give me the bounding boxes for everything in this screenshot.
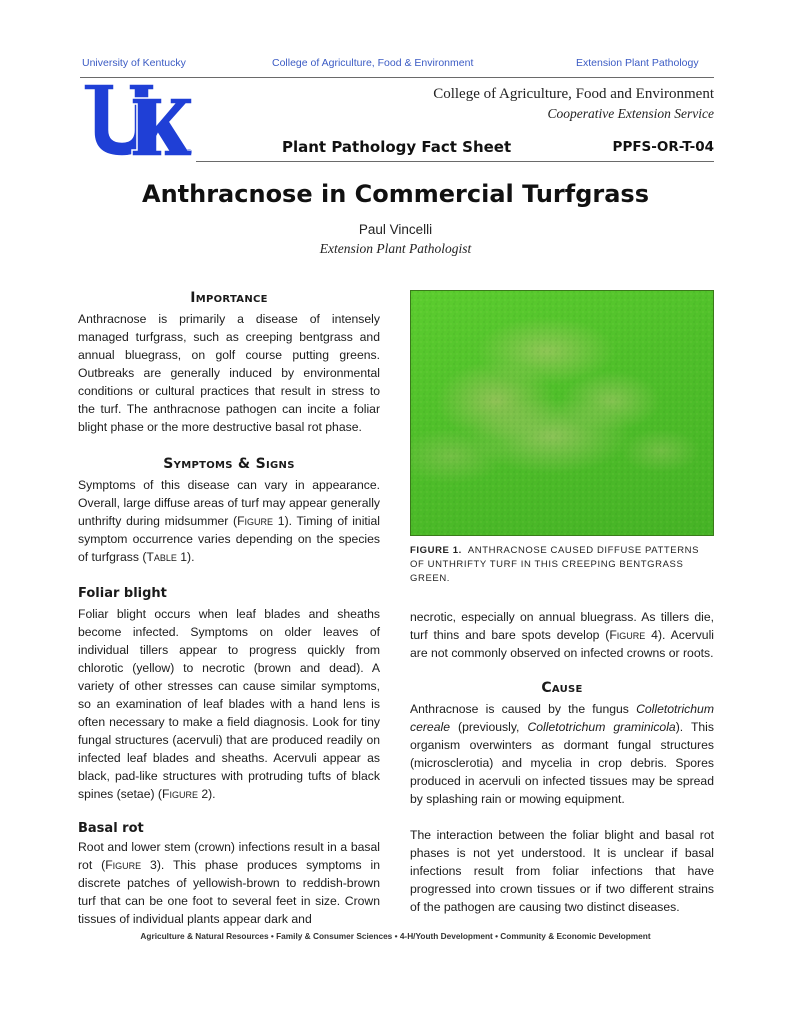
extension-service: Cooperative Extension Service xyxy=(547,106,714,121)
header-rule-top xyxy=(80,77,714,78)
left-column xyxy=(78,290,380,928)
importance-heading: Importance xyxy=(190,290,268,306)
figure1-ref: Figure 1 xyxy=(237,514,285,528)
top-link-extension[interactable]: Extension Plant Pathology xyxy=(576,57,699,69)
top-link-college[interactable]: College of Agriculture, Food & Environment xyxy=(272,57,474,69)
fact-sheet-code: PPFS-OR-T-04 xyxy=(612,139,714,155)
fact-sheet-label: Plant Pathology Fact Sheet xyxy=(282,138,512,156)
basal-rot-heading: Basal rot xyxy=(78,821,144,836)
cause-text-2: The interaction between the foliar blight and basal rot phases is not yet understood. It is unclear if basal infections result from foliar infections that have progressed into crown tissues or if two different strains of the pathogen are causing two distinct diseases. xyxy=(410,828,714,914)
importance-text: Anthracnose is primarily a disease of intensely managed turfgrass, such as creeping bentgrass and annual bluegrass, on golf course putting greens. Outbreaks are generally induced by environmental conditions or cultural practices that result in stress to the turf. The anthracnose pathogen can incite a foliar blight phase or the more destructive basal rot phase. xyxy=(78,312,380,434)
header-rule-bottom xyxy=(196,161,714,162)
basal-rot-text: Root and lower stem (crown) infections result in a basal rot (Figure 3). This phase produces symptoms in discrete patches of yellowish-brown to reddish-brown turf that can be one foot to several feet in size. Crown tissues of individual plants appear dark and xyxy=(78,840,380,926)
species-name-previous: Colletotrichum graminicola xyxy=(527,720,676,734)
registered-mark: ® xyxy=(186,148,192,157)
right-column xyxy=(410,290,714,916)
top-link-university[interactable]: University of Kentucky xyxy=(82,57,186,69)
uk-logo xyxy=(82,80,194,162)
college-name: College of Agriculture, Food and Environment xyxy=(433,86,714,102)
figure1-caption: FIGURE 1. ANTHRACNOSE CAUSED DIFFUSE PATTERNS OF UNTHRIFTY TURF IN THIS CREEPING BENTGRASS GREEN. xyxy=(410,545,700,584)
figure1-label: FIGURE 1. xyxy=(410,545,462,556)
footer-programs: Agriculture & Natural Resources • Family & Consumer Sciences • 4-H/Youth Development • Community & Economic Development xyxy=(140,931,651,941)
table1-ref: Table 1 xyxy=(146,550,188,564)
figure2-ref: Figure 2 xyxy=(162,787,209,801)
page-title: Anthracnose in Commercial Turfgrass xyxy=(142,180,649,208)
symptoms-text: Symptoms of this disease can vary in appearance. Overall, large diffuse areas of turf may appear generally unthrifty during midsummer (Figure 1). Timing of initial symptom occurrence varies depending on the species of turfgrass (Table 1). xyxy=(78,478,380,564)
cause-heading: Cause xyxy=(541,680,583,696)
figure1-photo xyxy=(410,290,714,536)
cause-text-1: Anthracnose is caused by the fungus Colletotrichum cereale (previously, Colletotrichum graminicola). This organism overwinters as dormant fungal structures (microsclerotia) and mycelia in crop debris. Spores produced in acervuli on infected tissues may be spread by splashing rain or mowing equipment. xyxy=(410,702,714,806)
author-name: Paul Vincelli xyxy=(358,222,433,237)
author-role: Extension Plant Pathologist xyxy=(319,241,472,256)
continued-text: necrotic, especially on annual bluegrass. As tillers die, turf thins and bare spots develop (Figure 4). Acervuli are not commonly observed on infected crowns or roots. xyxy=(410,610,714,660)
figure3-ref: Figure 3 xyxy=(105,858,157,872)
foliar-blight-text: Foliar blight occurs when leaf blades and sheaths become infected. Symptoms on older leaves of individual tillers appear to progress quickly from chlorotic (yellow) to necrotic (brown and dead). A variety of other stresses can cause similar symptoms, so an examination of leaf blades with a hand lens is often necessary to make a field diagnosis. Look for tiny fungal structures (acervuli) that are produced readily on infected leaf blades and sheaths. Acervuli appear as black, pad-like structures with protruding tufts of black spines (setae) (Figure 2). xyxy=(78,607,380,801)
figure4-ref: Figure 4 xyxy=(609,628,658,642)
species-name-current: Colletotrichum cereale xyxy=(410,702,714,734)
foliar-blight-heading: Foliar blight xyxy=(78,586,167,601)
symptoms-heading: Symptoms & Signs xyxy=(163,456,295,472)
